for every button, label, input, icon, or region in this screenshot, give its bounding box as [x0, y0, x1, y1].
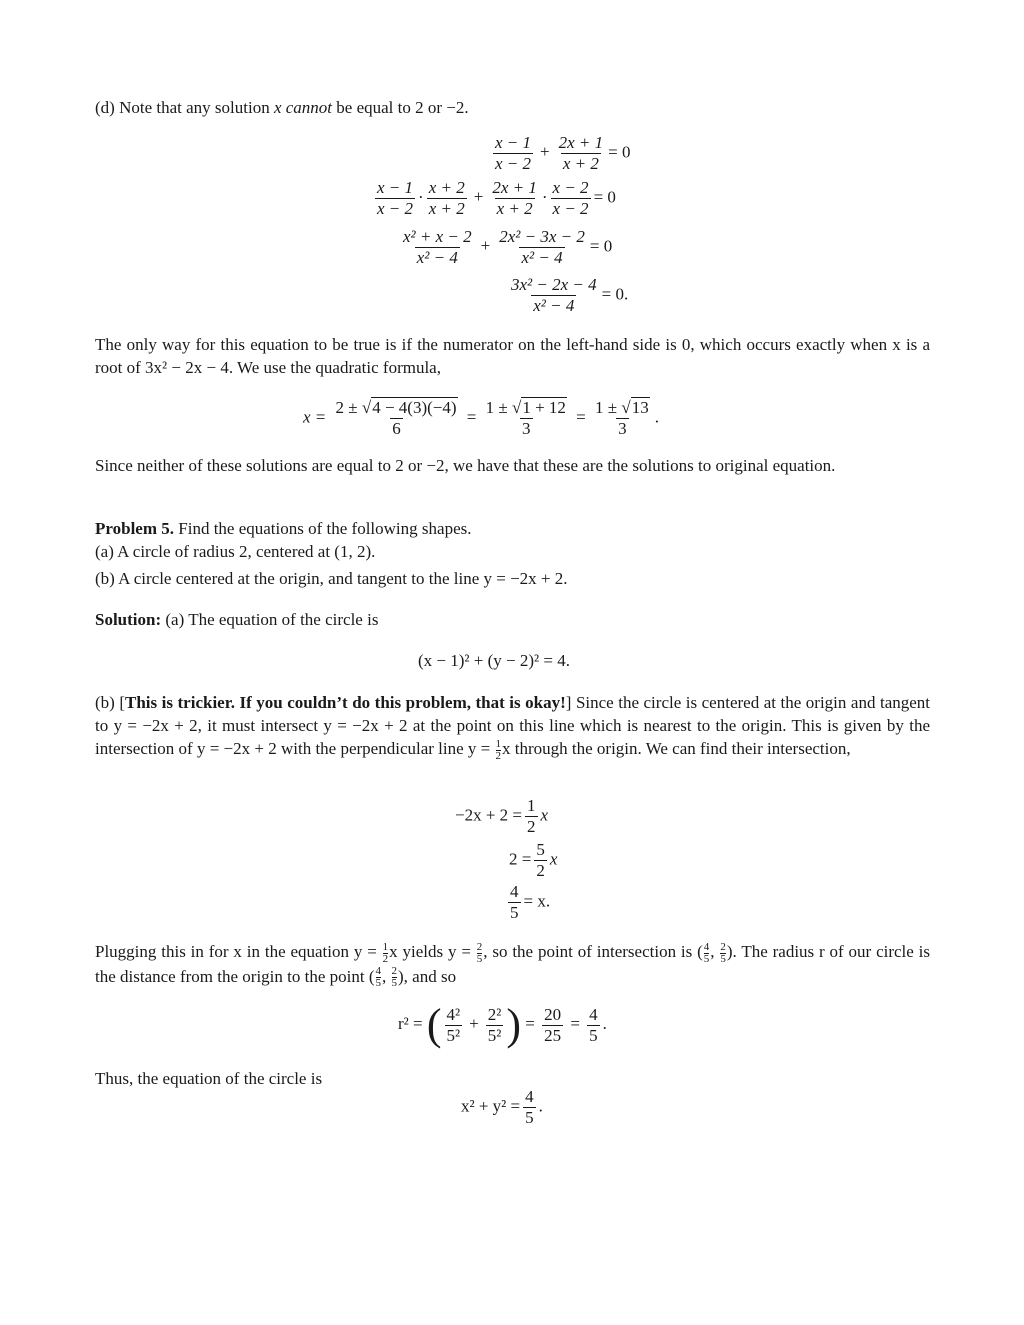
final-lhs: x² + y² =	[461, 1096, 521, 1116]
paragraph-4: Thus, the equation of the circle is	[95, 1069, 323, 1088]
intro-cannot: cannot	[285, 98, 333, 117]
r3-rhs: = x.	[523, 891, 551, 911]
radius-d2: 5²	[487, 1025, 502, 1045]
part-b-bold: This is trickier. If you couldn’t do this problem, that is okay!	[125, 693, 566, 712]
radius-n1: 4²	[446, 1004, 461, 1024]
final-num: 4	[525, 1087, 534, 1106]
frac-den: x² − 4	[533, 296, 575, 315]
r1-num: 1	[527, 796, 536, 815]
radius-plus: +	[469, 1013, 479, 1033]
r3-den: 5	[510, 903, 519, 922]
half-den: 2	[495, 749, 501, 762]
frac-num: x − 1	[377, 178, 414, 197]
solution-text: (a) The equation of the circle is	[161, 610, 379, 629]
final-end: .	[538, 1096, 543, 1116]
r2-den: 2	[536, 861, 545, 880]
f-den: 5	[391, 977, 397, 990]
f-den: 5	[375, 977, 381, 990]
f-den: 5	[703, 952, 710, 965]
p3-t1: Plugging this in for x in the equation y =	[95, 942, 382, 961]
rhs: = 0	[608, 142, 631, 162]
frac-num: x² + x − 2	[403, 227, 472, 246]
radius-d4: 5	[589, 1025, 598, 1045]
radius-d1: 5²	[446, 1025, 461, 1045]
frac-num: x − 2	[552, 178, 589, 197]
radius-n4: 4	[589, 1004, 598, 1024]
frac-num: 2x + 1	[558, 133, 604, 152]
intro-x: x	[273, 98, 282, 117]
intersect-row3	[505, 882, 550, 923]
part-b-rest: ] Since the circle is centered at the origin and tangent to y = −2x + 2, it must intersect y = −2x + 2 at the point on this line which is nearest to the origin. This is given by the intersection of y = −2x + 2 with the perpendicular line y =	[95, 693, 931, 758]
final-equation	[461, 1087, 543, 1128]
part-d-intro	[95, 97, 469, 119]
qf-n3b: 13	[631, 398, 649, 417]
frac-num: 2x + 1	[492, 178, 537, 197]
intersect-row2	[509, 840, 557, 881]
qf-end: .	[654, 407, 659, 427]
intersect-row1	[455, 796, 548, 837]
problem-5-a: (a) A circle of radius 2, centered at (1, 2).	[95, 542, 376, 561]
radius-equation: r² = ( $\frac{\text{4²}}{\text{5²}}$ + $\frac{\text{2²}}{\text{5²}}$ ) = $\frac{20}{25}$ = $\frac{4}{5}$ .	[398, 1000, 607, 1049]
radius-d3: 25	[544, 1025, 562, 1045]
paragraph-2: Since neither of these solutions are equal to 2 or −2, we have that these are the solutions to original equation.	[95, 456, 836, 475]
intro-suffix: be equal to 2 or −2.	[332, 98, 469, 117]
r2-x: x	[549, 849, 558, 869]
frac-den: x + 2	[496, 199, 533, 218]
eq1-row2: $\frac{x - 1}{x - 2}$ · $\frac{x + 2}{x + 2}$ + $\frac{2x + 1}{x + 2}$ · $\frac{x - 2}{x - 2}$ = 0	[377, 178, 616, 218]
paragraph-3	[95, 940, 930, 989]
eq1-row4	[506, 275, 628, 316]
qf-n1b: 4 − 4(3)(−4)	[372, 398, 457, 417]
f-den: 5	[720, 952, 726, 965]
qf-lhs: x =	[303, 407, 327, 427]
radius-lhs: r² =	[398, 1013, 423, 1033]
eq1-row3: $\frac{\text{x² + x − 2}}{\text{x² − 4}}$ + $\frac{\text{2x² − 3x − 2}}{\text{x² − 4}}$ = 0	[403, 227, 613, 267]
part-b-rest2: x through the origin. We can find their intersection,	[502, 739, 851, 758]
f-num: 2	[720, 940, 726, 953]
rhs: = 0.	[601, 284, 629, 304]
f-num: 4	[703, 940, 710, 953]
frac-num: 2x² − 3x − 2	[499, 227, 585, 246]
radius-eq: =	[525, 1013, 535, 1033]
frac-den: x² − 4	[416, 248, 458, 267]
quadratic-formula: x = $\frac{2 \pm √4 - 4(3)(-4)}{6}$ = $\frac{1 \pm √1 + 12}{3}$ = $\frac{1 \pm √13}{3}$ .	[303, 398, 659, 438]
p3-t5: ), and so	[398, 966, 457, 986]
frac-num: 3x² − 2x − 4	[511, 275, 597, 294]
qf-eq: =	[466, 407, 477, 427]
qf-n3a: 1 ±	[595, 398, 622, 417]
p3-t2: x yields y =	[389, 942, 476, 961]
qf-d3: 3	[618, 419, 627, 438]
f-den: 5	[476, 952, 483, 965]
frac-num: x − 1	[495, 133, 532, 152]
part-b-paragraph	[95, 691, 930, 762]
p3-comma: ,	[382, 966, 391, 986]
r2-lhs: 2 =	[509, 849, 532, 869]
qf-n1a: 2 ±	[335, 398, 362, 417]
problem-5-label: Problem 5.	[95, 519, 175, 538]
f-den: 2	[382, 952, 389, 965]
problem-5-b: (b) A circle centered at the origin, and tangent to the line y = −2x + 2.	[95, 569, 568, 588]
frac-den: x + 2	[562, 154, 599, 173]
f-num: 2	[476, 940, 483, 953]
paragraph-1: The only way for this equation to be true is if the numerator on the left-hand side is 0, which occurs exactly when x is a root of 3x² − 2x − 4. We use the quadratic formula,	[95, 335, 930, 377]
frac-den: x − 2	[377, 199, 414, 218]
problem-5-text: Find the equations of the following shapes.	[174, 519, 472, 538]
f-num: 2	[391, 965, 397, 978]
final-den: 5	[525, 1108, 534, 1127]
rhs: = 0	[593, 187, 616, 207]
problem-5-heading	[95, 518, 471, 540]
r2-num: 5	[536, 840, 545, 859]
frac-den: x² − 4	[521, 248, 563, 267]
radius-eq: =	[570, 1013, 580, 1033]
f-num: 4	[375, 965, 381, 978]
frac-num: x + 2	[428, 178, 465, 197]
qf-d1: 6	[392, 419, 401, 438]
rhs: = 0	[589, 236, 613, 256]
r3-num: 4	[510, 882, 519, 901]
r1-lhs: −2x + 2 =	[455, 805, 523, 825]
solution-label: Solution:	[95, 610, 162, 629]
qf-n2b: 1 + 12	[522, 398, 566, 417]
p3-comma: ,	[710, 942, 720, 961]
r1-x: x	[540, 805, 549, 825]
frac-den: x + 2	[428, 199, 465, 218]
intro-prefix: (d) Note that any solution	[95, 98, 274, 117]
half-num: 1	[495, 737, 501, 750]
radius-n2: 2²	[487, 1004, 502, 1024]
qf-n2a: 1 ±	[485, 398, 512, 417]
frac-den: x − 2	[552, 199, 589, 218]
eq1-row1: $\frac{x - 1}{x - 2}$ + $\frac{2x + 1}{x + 2}$ = 0	[495, 133, 631, 173]
p3-t4: ). The radius r of our circle is the distance from the origin to the point (	[95, 942, 930, 986]
f-num: 1	[382, 940, 389, 953]
radius-end: .	[602, 1013, 607, 1033]
part-b-prefix: (b) [	[95, 693, 126, 712]
solution-a-equation: (x − 1)² + (y − 2)² = 4.	[418, 651, 570, 670]
radius-n3: 20	[544, 1004, 562, 1024]
p3-t3: , so the point of intersection is (	[483, 942, 703, 961]
qf-d2: 3	[522, 419, 531, 438]
solution-heading	[95, 609, 378, 631]
frac-den: x − 2	[495, 154, 532, 173]
qf-eq: =	[576, 407, 586, 427]
r1-den: 2	[527, 817, 536, 836]
